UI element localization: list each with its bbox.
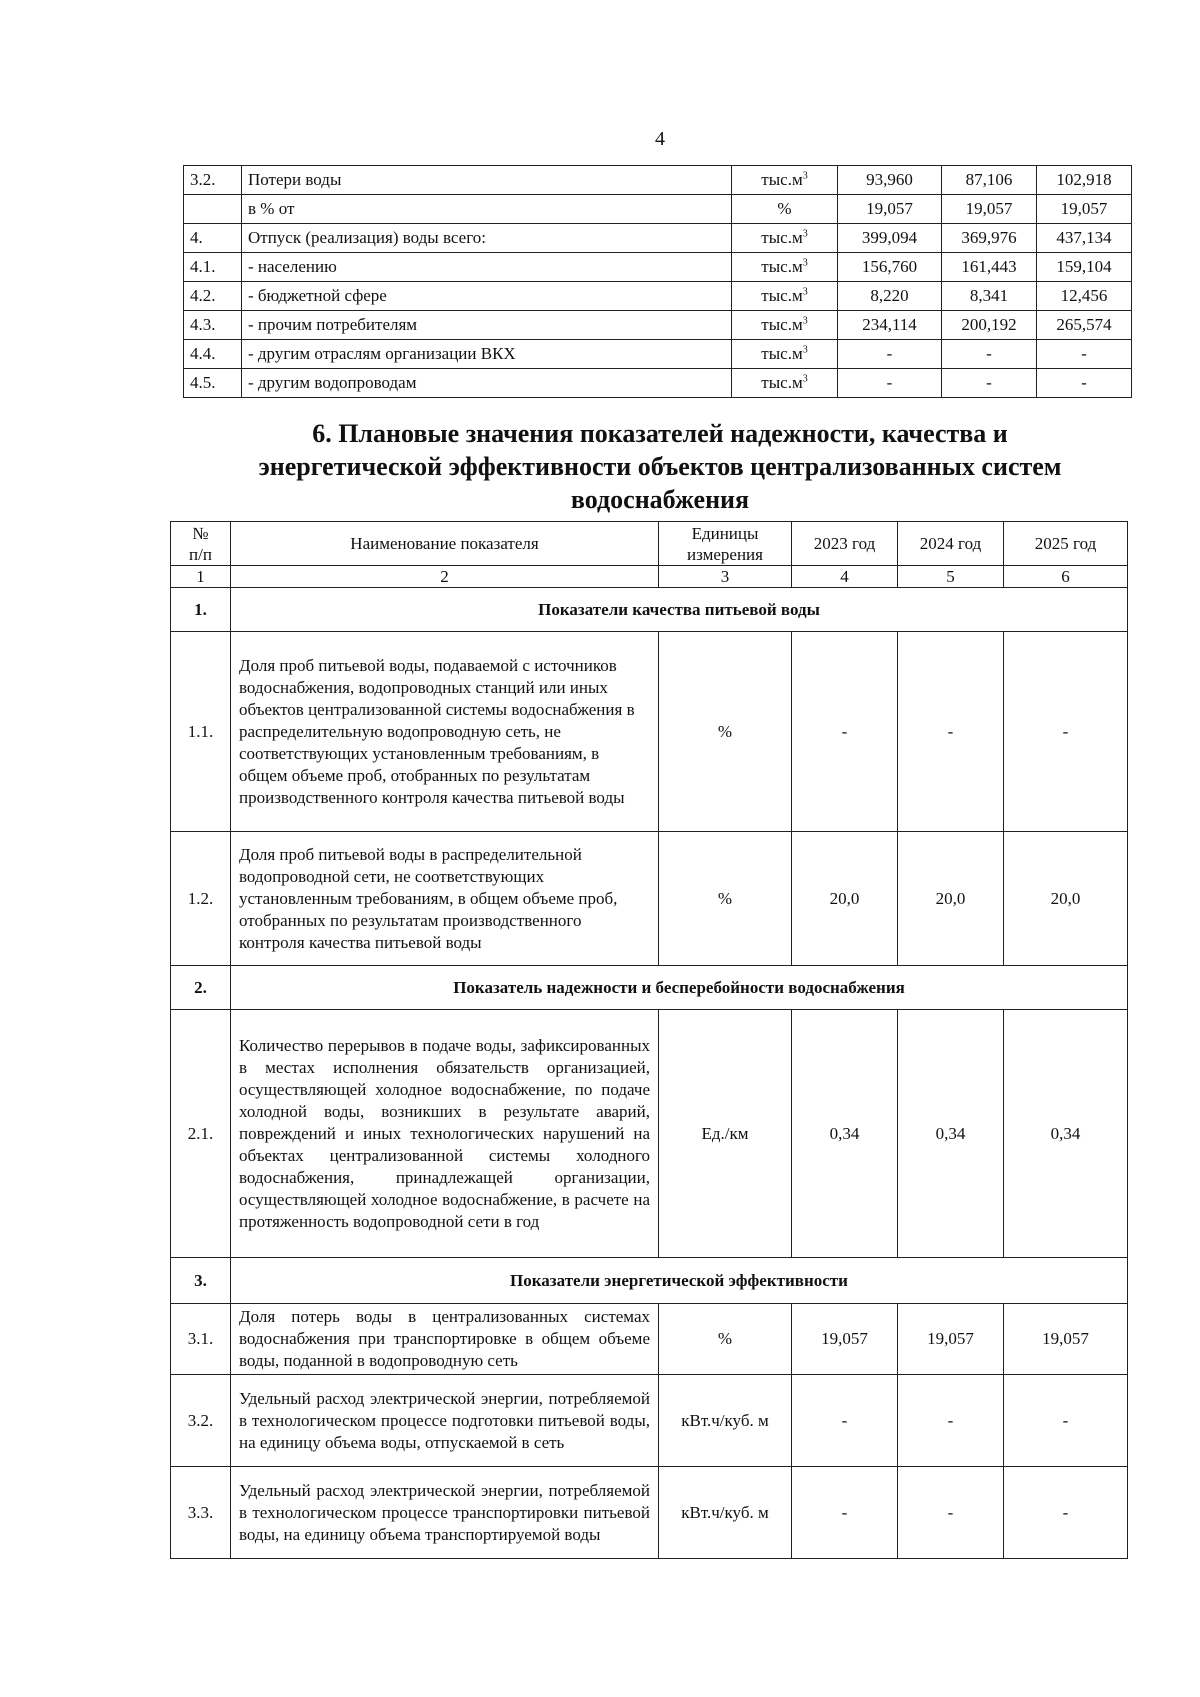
row-v2025: 265,574 bbox=[1037, 311, 1132, 340]
header-name: Наименование показателя bbox=[231, 522, 659, 566]
section-title: Показатели качества питьевой воды bbox=[231, 588, 1128, 632]
section-num: 1. bbox=[171, 588, 231, 632]
col-number: 2 bbox=[231, 566, 659, 588]
row-unit: кВт.ч/куб. м bbox=[659, 1467, 792, 1559]
row-unit: % bbox=[659, 1304, 792, 1375]
row-name: - другим водопроводам bbox=[242, 369, 732, 398]
row-num: 4.1. bbox=[184, 253, 242, 282]
unit-superscript: 3 bbox=[802, 228, 808, 240]
table-row bbox=[184, 253, 1132, 282]
row-name: Потери воды bbox=[242, 166, 732, 195]
section-title: Показатель надежности и бесперебойности водоснабжения bbox=[231, 966, 1128, 1010]
row-v2025: - bbox=[1037, 340, 1132, 369]
row-desc: Удельный расход электрической энергии, потребляемой в технологическом процессе подготовки питьевой воды, на единицу объема воды, отпускаемой в сеть bbox=[231, 1375, 659, 1467]
row-unit bbox=[732, 282, 838, 311]
row-2025: 19,057 bbox=[1004, 1304, 1128, 1375]
unit-text: тыс.м bbox=[761, 228, 803, 247]
unit-text: тыс.м bbox=[761, 315, 803, 334]
section-title-line-1: 6. Плановые значения показателей надежности, качества и bbox=[312, 419, 1008, 448]
unit-superscript: 3 bbox=[802, 257, 808, 269]
row-desc: Доля проб питьевой воды в распределительной водопроводной сети, не соответствующих установленным требованиям, в общем объеме проб, отобранных по результатам производственного контроля качества питьевой воды bbox=[231, 832, 659, 966]
row-2025: - bbox=[1004, 632, 1128, 832]
row-v2025: 102,918 bbox=[1037, 166, 1132, 195]
unit-text: тыс.м bbox=[761, 286, 803, 305]
row-num bbox=[184, 195, 242, 224]
section-row bbox=[171, 588, 1128, 632]
table-row bbox=[184, 282, 1132, 311]
row-2023: - bbox=[792, 1467, 898, 1559]
header-num-line-1: № bbox=[192, 523, 209, 543]
header-unit bbox=[659, 522, 792, 566]
row-2024: - bbox=[898, 1467, 1004, 1559]
row-v2025: 12,456 bbox=[1037, 282, 1132, 311]
row-v2024: 161,443 bbox=[942, 253, 1037, 282]
row-name: Отпуск (реализация) воды всего: bbox=[242, 224, 732, 253]
row-2023: - bbox=[792, 632, 898, 832]
row-v2023: 399,094 bbox=[838, 224, 942, 253]
row-v2023: 234,114 bbox=[838, 311, 942, 340]
row-unit bbox=[732, 340, 838, 369]
row-v2023: - bbox=[838, 340, 942, 369]
row-num: 1.1. bbox=[171, 632, 231, 832]
page-number: 4 bbox=[655, 128, 665, 150]
row-unit: % bbox=[659, 632, 792, 832]
row-num: 4.5. bbox=[184, 369, 242, 398]
row-name: в % от bbox=[242, 195, 732, 224]
unit-superscript: 3 bbox=[802, 373, 808, 385]
table-row bbox=[184, 224, 1132, 253]
row-num: 4.3. bbox=[184, 311, 242, 340]
row-name: - прочим потребителям bbox=[242, 311, 732, 340]
unit-text: тыс.м bbox=[761, 170, 803, 189]
indicators-table bbox=[170, 521, 1128, 1559]
col-number: 1 bbox=[171, 566, 231, 588]
unit-text: тыс.м bbox=[761, 257, 803, 276]
header-2024: 2024 год bbox=[898, 522, 1004, 566]
row-v2025: 159,104 bbox=[1037, 253, 1132, 282]
row-v2024: 87,106 bbox=[942, 166, 1037, 195]
table-row bbox=[171, 632, 1128, 832]
header-2025: 2025 год bbox=[1004, 522, 1128, 566]
row-num: 4.4. bbox=[184, 340, 242, 369]
table-row bbox=[171, 832, 1128, 966]
table-row bbox=[171, 1304, 1128, 1375]
section-title-line-2: энергетической эффективности объектов централизованных систем bbox=[258, 452, 1062, 481]
row-2023: - bbox=[792, 1375, 898, 1467]
unit-superscript: 3 bbox=[802, 344, 808, 356]
row-unit: % bbox=[659, 832, 792, 966]
row-v2023: - bbox=[838, 369, 942, 398]
section-title-line-3: водоснабжения bbox=[570, 485, 750, 514]
row-v2023: 8,220 bbox=[838, 282, 942, 311]
unit-superscript: 3 bbox=[802, 170, 808, 182]
row-num: 4. bbox=[184, 224, 242, 253]
row-2024: 20,0 bbox=[898, 832, 1004, 966]
row-v2023: 19,057 bbox=[838, 195, 942, 224]
row-unit bbox=[732, 166, 838, 195]
row-name: - населению bbox=[242, 253, 732, 282]
row-unit: кВт.ч/куб. м bbox=[659, 1375, 792, 1467]
row-v2024: - bbox=[942, 340, 1037, 369]
row-num: 3.2. bbox=[184, 166, 242, 195]
row-v2024: 200,192 bbox=[942, 311, 1037, 340]
col-number: 3 bbox=[659, 566, 792, 588]
row-2023: 20,0 bbox=[792, 832, 898, 966]
row-desc: Доля потерь воды в централизованных системах водоснабжения при транспортировке в общем объеме воды, поданной в водопроводную сеть bbox=[231, 1304, 659, 1375]
row-v2025: - bbox=[1037, 369, 1132, 398]
table-row bbox=[184, 195, 1132, 224]
col-number: 5 bbox=[898, 566, 1004, 588]
row-unit: Ед./км bbox=[659, 1010, 792, 1258]
table-row bbox=[184, 340, 1132, 369]
row-unit bbox=[732, 253, 838, 282]
section-row bbox=[171, 966, 1128, 1010]
row-v2025: 437,134 bbox=[1037, 224, 1132, 253]
section-title bbox=[200, 417, 1120, 516]
row-num: 2.1. bbox=[171, 1010, 231, 1258]
row-num: 1.2. bbox=[171, 832, 231, 966]
water-balance-table bbox=[183, 165, 1132, 398]
header-unit-line-1: Единицы bbox=[691, 523, 759, 543]
col-number: 4 bbox=[792, 566, 898, 588]
row-unit bbox=[732, 311, 838, 340]
row-name: - бюджетной сфере bbox=[242, 282, 732, 311]
table-row bbox=[184, 311, 1132, 340]
row-name: - другим отраслям организации ВКХ bbox=[242, 340, 732, 369]
row-v2024: - bbox=[942, 369, 1037, 398]
header-num-line-2: п/п bbox=[189, 544, 212, 564]
section-title: Показатели энергетической эффективности bbox=[231, 1258, 1128, 1304]
unit-text: тыс.м bbox=[761, 344, 803, 363]
row-v2025: 19,057 bbox=[1037, 195, 1132, 224]
table-row bbox=[171, 1467, 1128, 1559]
unit-superscript: 3 bbox=[802, 315, 808, 327]
unit-text: тыс.м bbox=[761, 373, 803, 392]
row-v2024: 369,976 bbox=[942, 224, 1037, 253]
row-desc: Удельный расход электрической энергии, потребляемой в технологическом процессе транспортировки питьевой воды, на единицу объема транспортируемой воды bbox=[231, 1467, 659, 1559]
row-2023: 0,34 bbox=[792, 1010, 898, 1258]
row-num: 3.2. bbox=[171, 1375, 231, 1467]
row-num: 4.2. bbox=[184, 282, 242, 311]
row-v2024: 19,057 bbox=[942, 195, 1037, 224]
header-unit-line-2: измерения bbox=[687, 544, 763, 564]
row-unit bbox=[732, 195, 838, 224]
row-desc: Доля проб питьевой воды, подаваемой с источников водоснабжения, водопроводных станций или иных объектов централизованной системы водоснабжения в распределительную водопроводную сеть, не соответствующих установленным требованиям, в общем объеме проб, отобранных по результатам производственного контроля качества питьевой воды bbox=[231, 632, 659, 832]
row-2025: - bbox=[1004, 1467, 1128, 1559]
table-row bbox=[171, 1375, 1128, 1467]
header-row bbox=[171, 522, 1128, 566]
unit-superscript: 3 bbox=[802, 286, 808, 298]
column-numbers-row bbox=[171, 566, 1128, 588]
row-2023: 19,057 bbox=[792, 1304, 898, 1375]
col-number: 6 bbox=[1004, 566, 1128, 588]
row-v2023: 93,960 bbox=[838, 166, 942, 195]
row-2025: 0,34 bbox=[1004, 1010, 1128, 1258]
row-2024: - bbox=[898, 1375, 1004, 1467]
table-row bbox=[184, 166, 1132, 195]
row-v2023: 156,760 bbox=[838, 253, 942, 282]
row-2024: - bbox=[898, 632, 1004, 832]
row-desc: Количество перерывов в подаче воды, зафиксированных в местах исполнения обязательств организацией, осуществляющей холодное водоснабжение, по подаче холодной воды, возникших в результате аварий, повреждений и иных технологических нарушений на объектах централизованной системы холодного водоснабжения, принадлежащей организации, осуществляющей холодное водоснабжение, в расчете на протяженность водопроводной сети в год bbox=[231, 1010, 659, 1258]
header-2023: 2023 год bbox=[792, 522, 898, 566]
row-v2024: 8,341 bbox=[942, 282, 1037, 311]
unit-text: % bbox=[777, 199, 792, 218]
row-2024: 0,34 bbox=[898, 1010, 1004, 1258]
section-row bbox=[171, 1258, 1128, 1304]
row-num: 3.3. bbox=[171, 1467, 231, 1559]
row-unit bbox=[732, 224, 838, 253]
row-2025: 20,0 bbox=[1004, 832, 1128, 966]
row-unit bbox=[732, 369, 838, 398]
row-2024: 19,057 bbox=[898, 1304, 1004, 1375]
section-num: 2. bbox=[171, 966, 231, 1010]
header-num bbox=[171, 522, 231, 566]
section-num: 3. bbox=[171, 1258, 231, 1304]
row-2025: - bbox=[1004, 1375, 1128, 1467]
table-row bbox=[184, 369, 1132, 398]
table-row bbox=[171, 1010, 1128, 1258]
row-num: 3.1. bbox=[171, 1304, 231, 1375]
